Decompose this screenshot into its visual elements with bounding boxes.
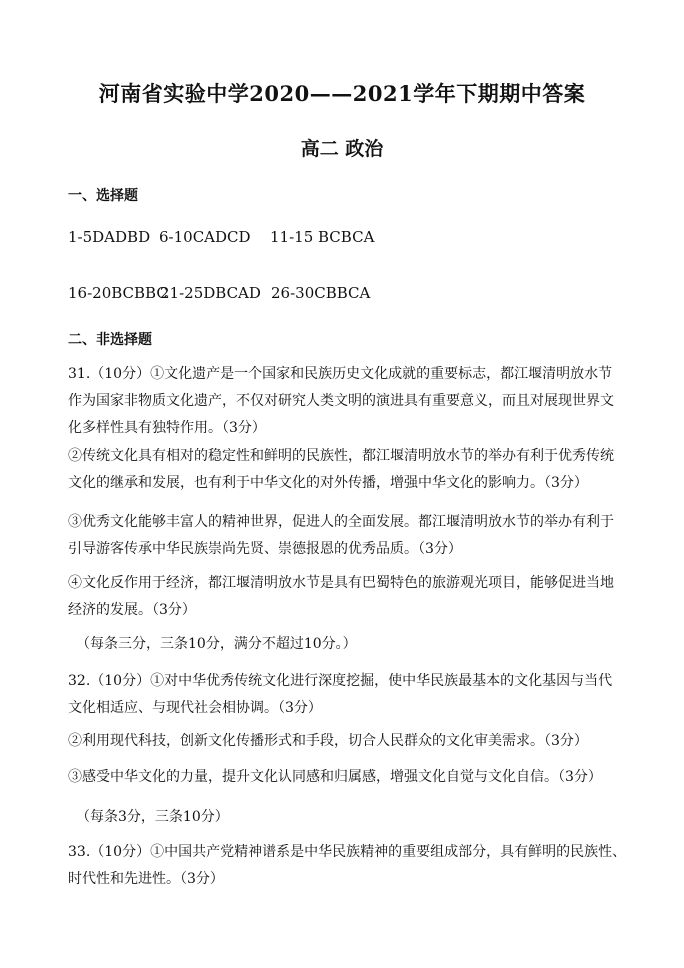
answer-row-2 [68, 284, 370, 302]
text-line: 32.（10分）①对中华优秀传统文化进行深度挖掘，使中华民族最基本的文化基因与当代 [68, 673, 613, 689]
text-line: 33.（10分）①中国共产党精神谱系是中华民族精神的重要组成部分，具有鲜明的民族性、 [68, 844, 627, 860]
answer-paragraph-q33-1 [68, 839, 628, 893]
answer-row-1 [68, 228, 374, 246]
answer-group: 1-5DADBD [68, 228, 151, 246]
answer-paragraph-q32-2 [68, 728, 628, 755]
page-subtitle: 高二 政治 [300, 138, 384, 160]
section-heading-nonchoice: 二、非选择题 [68, 332, 152, 348]
text-line: ②传统文化具有相对的稳定性和鲜明的民族性，都江堰清明放水节的举办有利于优秀传统 [68, 448, 614, 464]
section-heading-choice: 一、选择题 [68, 188, 138, 204]
answer-paragraph-q32-3 [68, 764, 628, 791]
text-line: ③优秀文化能够丰富人的精神世界，促进人的全面发展。都江堰清明放水节的举办有利于 [68, 514, 614, 530]
answer-paragraph-q31-1 [68, 361, 628, 442]
text-line: 化多样性具有独特作用。（3分） [68, 420, 266, 436]
scoring-note-q32: （每条3分，三条10分） [76, 809, 229, 825]
answer-group: 16-20BCBBC [68, 284, 168, 302]
scoring-note-q31: （每条三分，三条10分，满分不超过10分。） [76, 636, 357, 652]
answer-group: 6-10CADCD [159, 228, 251, 246]
text-line: ③感受中华文化的力量，提升文化认同感和归属感，增强文化自觉与文化自信。（3分） [68, 769, 602, 785]
text-line: 作为国家非物质文化遗产，不仅对研究人类文明的演进具有重要意义，而且对展现世界文 [68, 393, 614, 409]
answer-paragraph-q31-3 [68, 509, 628, 563]
text-line: 经济的发展。（3分） [68, 602, 196, 618]
text-line: 文化相适应、与现代社会相协调。（3分） [68, 700, 322, 716]
text-line: ②利用现代科技，创新文化传播形式和手段，切合人民群众的文化审美需求。（3分） [68, 733, 588, 749]
answer-group: 11-15 BCBCA [270, 228, 375, 246]
text-line: 31.（10分）①文化遗产是一个国家和民族历史文化成就的重要标志，都江堰清明放水节 [68, 366, 613, 382]
text-line: 时代性和先进性。（3分） [68, 871, 224, 887]
text-line: 引导游客传承中华民族崇尚先贤、崇德报恩的优秀品质。（3分） [68, 541, 462, 557]
text-line: 文化的继承和发展，也有利于中华文化的对外传播，增强中华文化的影响力。（3分） [68, 475, 588, 491]
page-title: 河南省实验中学2020——2021学年下期期中答案 [98, 81, 586, 106]
answer-paragraph-q31-4 [68, 570, 628, 624]
text-line: ④文化反作用于经济，都江堰清明放水节是具有巴蜀特色的旅游观光项目，能够促进当地 [68, 575, 614, 591]
answer-group: 21-25DBCAD [160, 284, 261, 302]
answer-group: 26-30CBBCA [271, 284, 371, 302]
answer-paragraph-q32-1 [68, 668, 628, 722]
answer-paragraph-q31-2 [68, 443, 628, 497]
